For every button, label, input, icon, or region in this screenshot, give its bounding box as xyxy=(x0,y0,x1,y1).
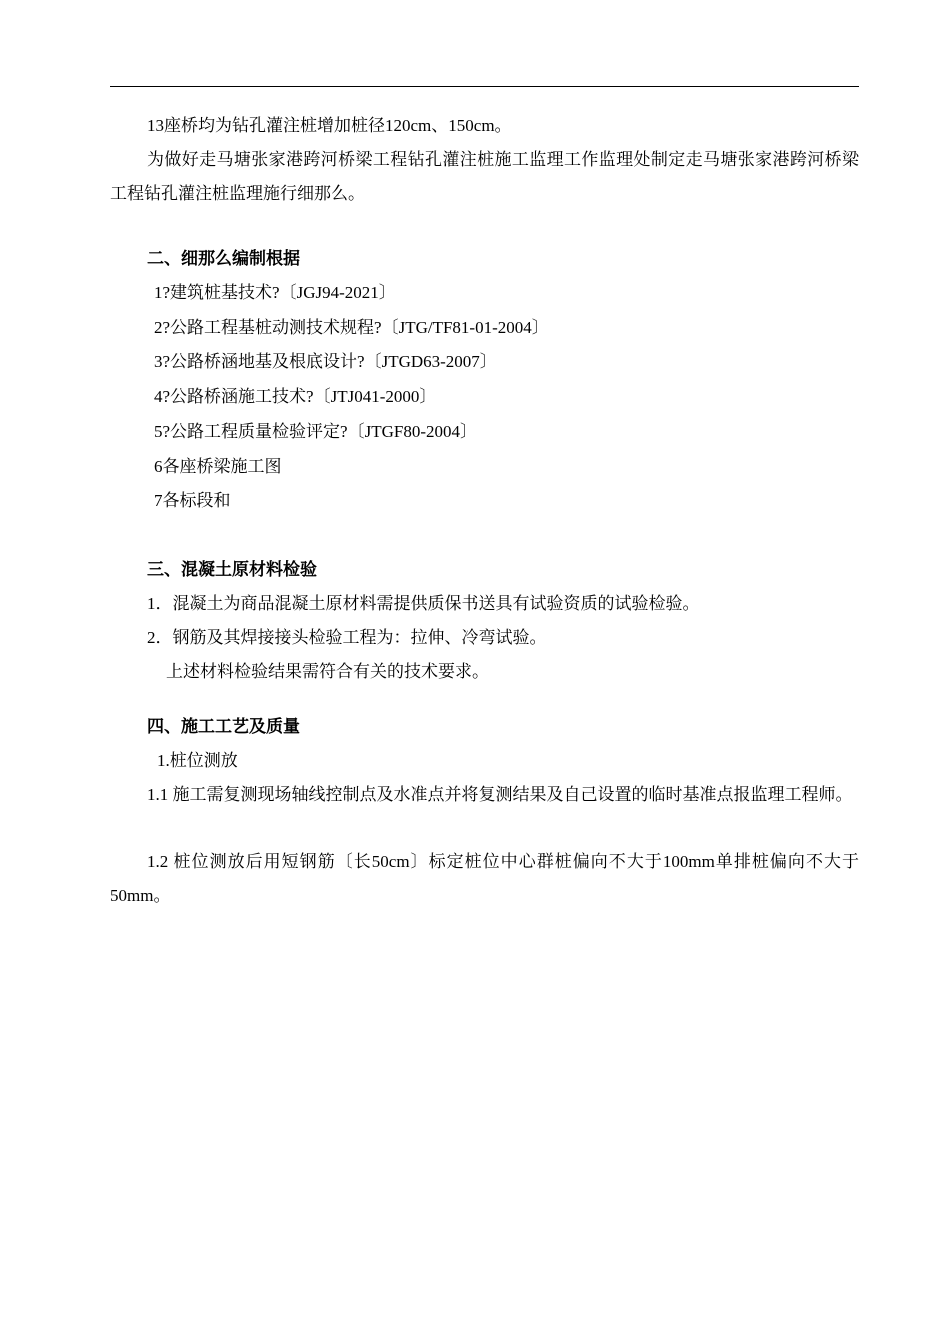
basis-item: 4?公路桥涵施工技术?〔JTJ041-2000〕 xyxy=(154,387,437,406)
basis-item: 2?公路工程基桩动测技术规程?〔JTG/TF81-01-2004〕 xyxy=(154,318,549,337)
header-rule xyxy=(110,86,859,87)
section-heading-basis: 二、细那么编制根据 xyxy=(147,249,300,268)
materials-item: 1．混凝土为商品混凝土原材料需提供质保书送具有试验资质的试验检验。 xyxy=(147,594,700,613)
intro-paragraph: 为做好走马塘张家港跨河桥梁工程钻孔灌注桩施工监理工作监理处制定走马塘张家港跨河桥梁工程钻孔灌注桩监理施行细那么。 xyxy=(110,150,859,203)
process-paragraph: 1.2 桩位测放后用短钢筋〔长50cm〕标定桩位中心群桩偏向不大于100mm单排桩偏向不大于50mm。 xyxy=(110,852,859,905)
basis-item: 5?公路工程质量检验评定?〔JTGF80-2004〕 xyxy=(154,422,477,441)
section-heading-materials: 三、混凝土原材料检验 xyxy=(147,560,317,579)
basis-item: 6各座桥梁施工图 xyxy=(154,457,282,476)
process-paragraph: 1.1 施工需复测现场轴线控制点及水准点并将复测结果及自己设置的临时基准点报监理工程师。 xyxy=(147,785,853,804)
materials-item: 2．钢筋及其焊接接头检验工程为：拉伸、冷弯试验。 xyxy=(147,628,547,647)
section-heading-process: 四、施工工艺及质量 xyxy=(147,717,300,736)
process-subheading: 1.桩位测放 xyxy=(157,751,238,770)
basis-item: 3?公路桥涵地基及根底设计?〔JTGD63-2007〕 xyxy=(154,352,497,371)
basis-item: 7各标段和 xyxy=(154,491,231,510)
basis-item: 1?建筑桩基技术?〔JGJ94-2021〕 xyxy=(154,283,396,302)
intro-line: 13座桥均为钻孔灌注桩增加桩径120cm、150cm。 xyxy=(147,116,512,135)
materials-note: 上述材料检验结果需符合有关的技术要求。 xyxy=(166,662,489,681)
